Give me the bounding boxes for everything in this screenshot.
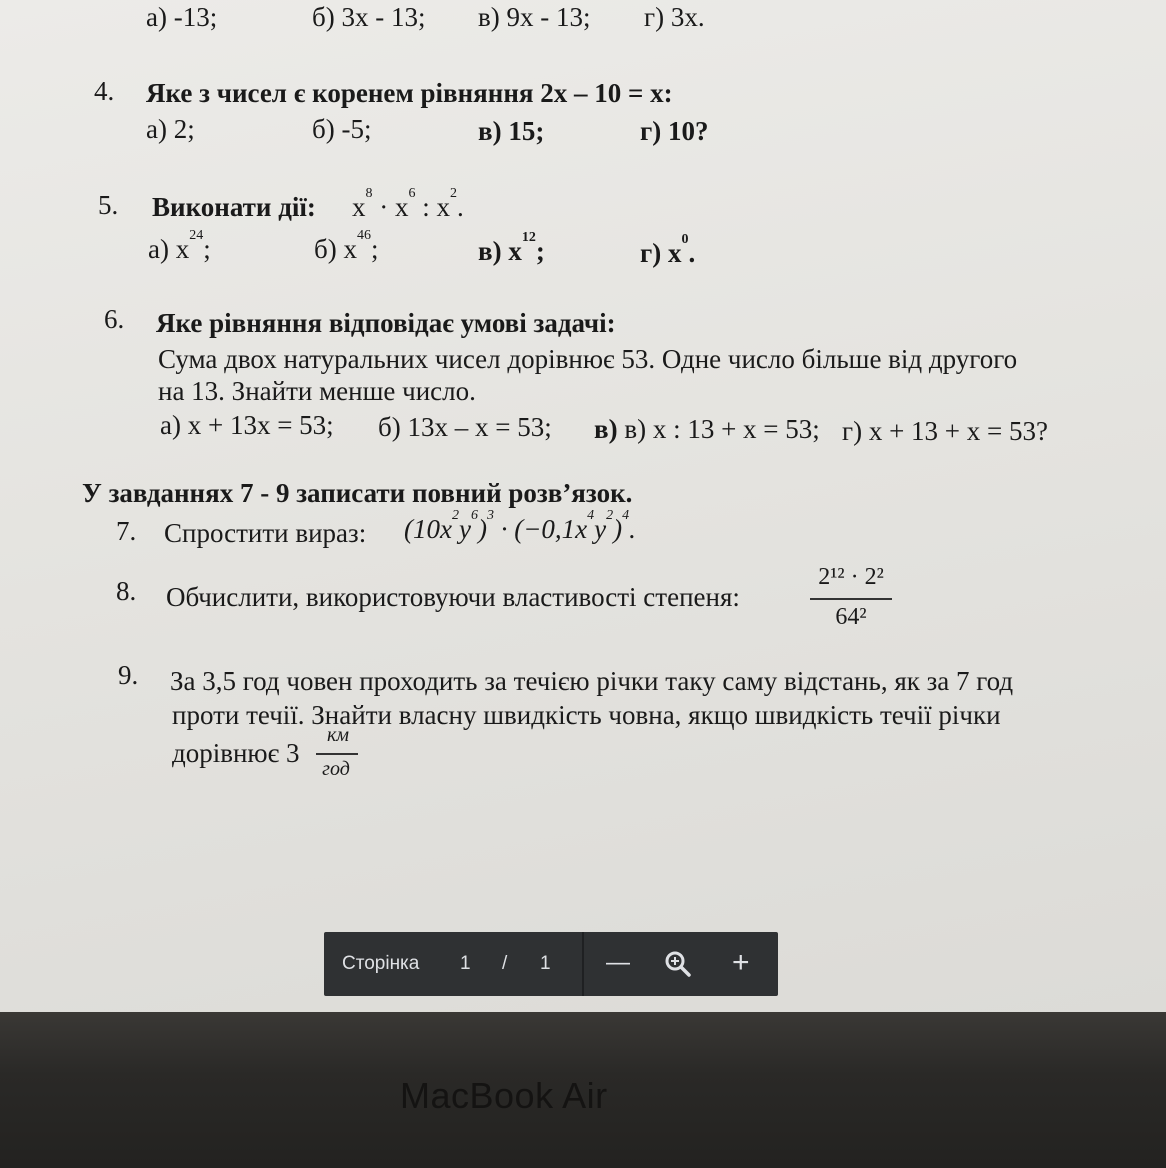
q5-expression: $x^8 \cdot x^6$ : $x^2$.	[352, 186, 464, 222]
q4-option-a: а) 2;	[146, 114, 195, 144]
q5-option-c: в) $x^{12}$;	[478, 230, 545, 266]
q5-question: Виконати дії:	[152, 192, 316, 222]
zoom-icon[interactable]	[664, 950, 692, 983]
q6-option-b: б) 13x – x = 53;	[378, 412, 552, 442]
q6-condition-line2: на 13. Знайти менше число.	[158, 376, 476, 406]
q8-numerator: 2¹² · 2²	[818, 564, 884, 590]
q4-option-c: в) 15;	[478, 116, 545, 146]
q4-number: 4.	[94, 76, 115, 106]
pdf-toolbar	[324, 932, 778, 996]
q9-unit-numerator: км	[326, 724, 350, 746]
q4-option-d: г) 10?	[640, 116, 709, 146]
device-label: MacBook Air	[400, 1075, 608, 1116]
q5-option-d: г) $x^0$.	[640, 232, 696, 268]
q5-number: 5.	[98, 190, 119, 220]
q3-option-d: г) 3x.	[644, 2, 705, 32]
q9-line2: проти течії. Знайти власну швидкість човна, якщо швидкість течії річки	[172, 700, 1001, 730]
q9-unit-bar	[316, 753, 358, 755]
q9-line1: За 3,5 год човен проходить за течією річки таку саму відстань, як за 7 год	[170, 666, 1014, 696]
q6-number: 6.	[104, 304, 125, 334]
zoom-in-button[interactable]: +	[732, 946, 750, 979]
q8-fraction-bar	[810, 598, 892, 600]
q9-unit-denominator: год	[322, 758, 350, 780]
q6-question: Яке рівняння відповідає умові задачі:	[156, 308, 616, 338]
q7-number: 7.	[116, 516, 137, 546]
q5-option-b: б) $x^{46}$;	[314, 228, 379, 264]
q6-option-d: г) x + 13 + x = 53?	[842, 416, 1048, 446]
total-pages: 1	[540, 953, 551, 974]
q7-expression: $(10x^2y^6)^3 \cdot (-0,1x^4y^2)^4$.	[404, 508, 636, 544]
q3-option-a: а) -13;	[146, 2, 218, 32]
q9-number: 9.	[118, 660, 139, 690]
q4-option-b: б) -5;	[312, 114, 372, 144]
toolbar-divider	[582, 932, 584, 996]
q6-option-c: в) в) x : 13 + x = 53;	[594, 414, 820, 444]
q3-option-c: в) 9x - 13;	[478, 2, 591, 32]
q9-line3: дорівнює 3	[172, 738, 300, 768]
zoom-out-button[interactable]: —	[606, 949, 630, 976]
q3-option-b: б) 3x - 13;	[312, 2, 426, 32]
page-separator: /	[502, 953, 508, 974]
q5-option-a: а) $x^{24}$;	[148, 228, 211, 264]
q7-question: Спростити вираз:	[164, 518, 367, 548]
q8-denominator: 64²	[835, 604, 867, 630]
page-label: Сторінка	[342, 953, 420, 974]
q4-question: Яке з чисел є коренем рівняння 2x – 10 = x:	[146, 78, 673, 108]
q6-condition-line1: Сума двох натуральних чисел дорівнює 53. Одне число більше від другого	[158, 344, 1018, 374]
q6-option-a: а) x + 13x = 53;	[160, 410, 334, 440]
q8-question: Обчислити, використовуючи властивості степеня:	[166, 582, 740, 612]
current-page-input[interactable]: 1	[460, 953, 471, 974]
section-heading: У завданнях 7 - 9 записати повний розв’язок.	[82, 478, 633, 508]
q8-number: 8.	[116, 576, 137, 606]
